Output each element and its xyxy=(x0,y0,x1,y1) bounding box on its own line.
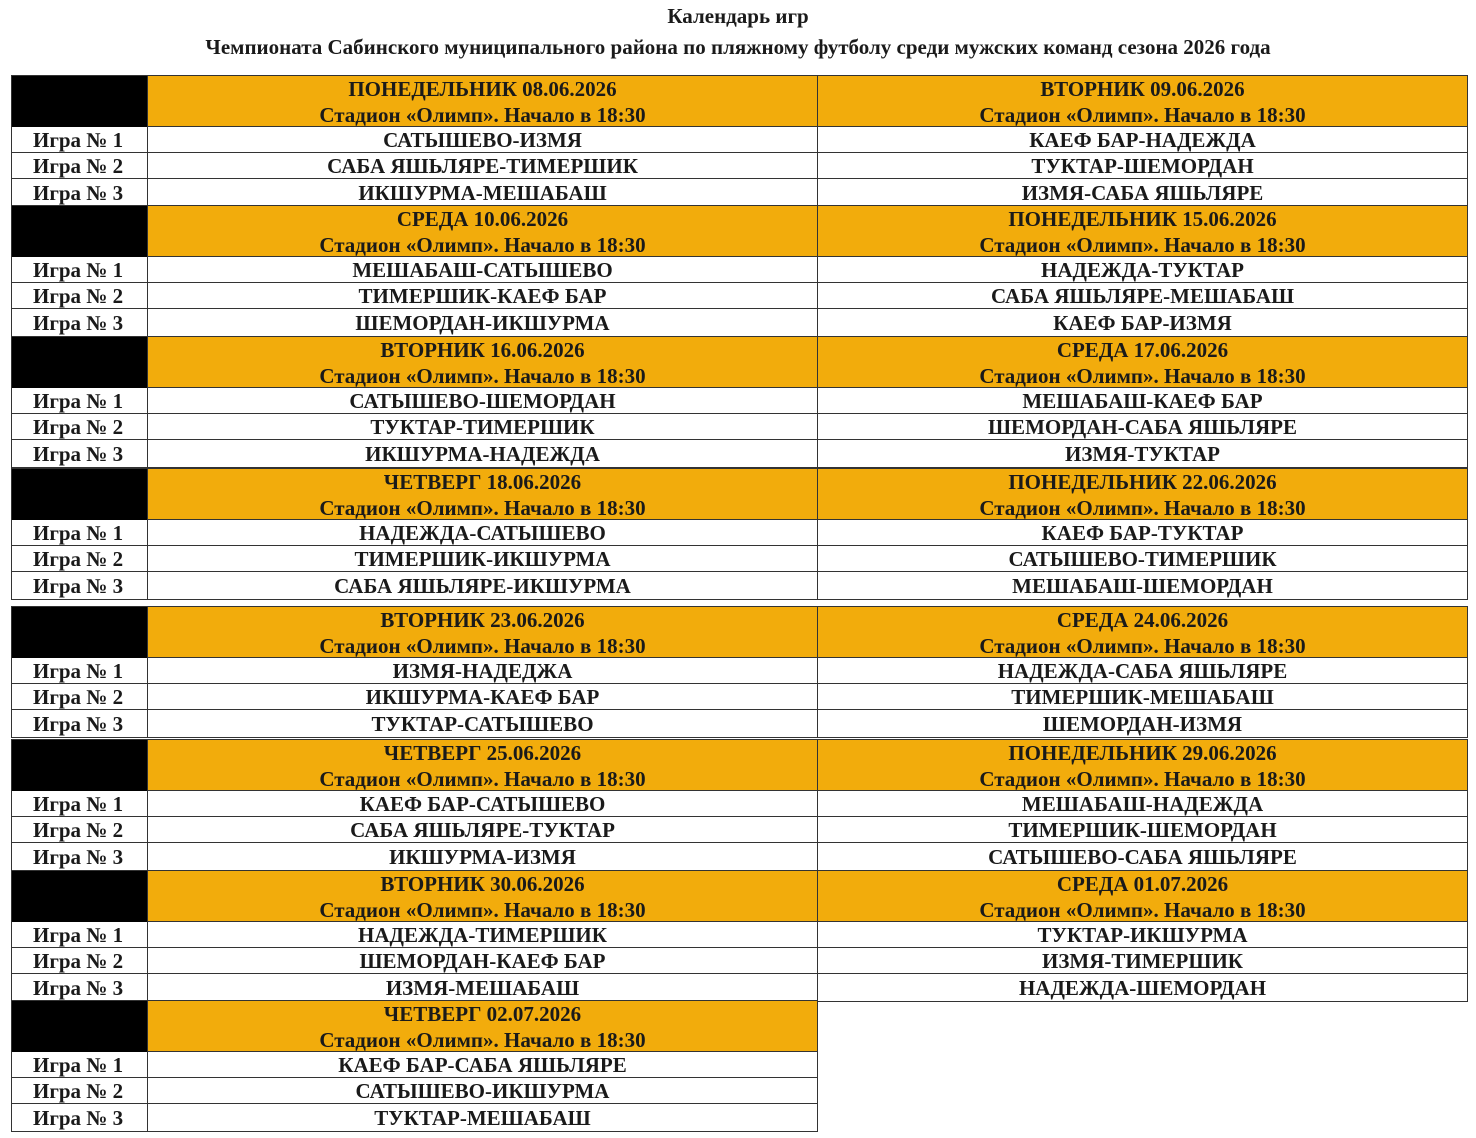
match-cell: САТЫШЕВО-ИЗМЯ xyxy=(148,127,818,153)
header-label-block xyxy=(11,75,148,127)
match-cell: ШЕМОРДАН-САБА ЯШЬЛЯРЕ xyxy=(818,414,1468,440)
day-header xyxy=(148,739,818,791)
match-cell: ИКШУРМА-КАЕФ БАР xyxy=(148,684,818,710)
match-cell: ШЕМОРДАН-ИЗМЯ xyxy=(818,710,1468,738)
day-header xyxy=(818,336,1468,388)
day-header xyxy=(148,870,818,922)
match-cell: ТУКТАР-ИКШУРМА xyxy=(818,922,1468,948)
day-date: ПОНЕДЕЛЬНИК 08.06.2026 xyxy=(348,77,617,101)
game-number-label: Игра № 2 xyxy=(11,546,148,572)
game-number-label: Игра № 2 xyxy=(11,153,148,179)
venue-time: Стадион «Олимп». Начало в 18:30 xyxy=(319,634,646,658)
day-header xyxy=(148,75,818,127)
match-cell: МЕШАБАШ-НАДЕЖДА xyxy=(818,791,1468,817)
day-header xyxy=(148,1000,818,1052)
venue-time: Стадион «Олимп». Начало в 18:30 xyxy=(319,233,646,257)
day-header xyxy=(148,336,818,388)
championship-subtitle: Чемпионата Сабинского муниципального района по пляжному футболу среди мужских команд сезона 2026 года xyxy=(205,35,1271,59)
match-cell: САБА ЯШЬЛЯРЕ-ТУКТАР xyxy=(148,817,818,843)
game-number-label: Игра № 2 xyxy=(11,684,148,710)
header-label-block xyxy=(11,336,148,388)
venue-time: Стадион «Олимп». Начало в 18:30 xyxy=(319,103,646,127)
game-number-label: Игра № 1 xyxy=(11,791,148,817)
venue-time: Стадион «Олимп». Начало в 18:30 xyxy=(319,364,646,388)
match-cell: ИКШУРМА-НАДЕЖДА xyxy=(148,440,818,468)
match-cell: ИЗМЯ-ТИМЕРШИК xyxy=(818,948,1468,974)
game-number-label: Игра № 2 xyxy=(11,817,148,843)
day-date: ВТОРНИК 23.06.2026 xyxy=(380,608,585,632)
game-number-label: Игра № 1 xyxy=(11,127,148,153)
match-cell: САТЫШЕВО-ШЕМОРДАН xyxy=(148,388,818,414)
match-cell: ШЕМОРДАН-ИКШУРМА xyxy=(148,309,818,337)
day-date: СРЕДА 10.06.2026 xyxy=(396,207,569,231)
game-number-label: Игра № 3 xyxy=(11,572,148,600)
match-cell: ШЕМОРДАН-КАЕФ БАР xyxy=(148,948,818,974)
day-date: ЧЕТВЕРГ 18.06.2026 xyxy=(383,470,582,494)
day-date: ВТОРНИК 16.06.2026 xyxy=(380,338,585,362)
match-cell: НАДЕЖДА-САТЫШЕВО xyxy=(148,520,818,546)
day-header xyxy=(818,870,1468,922)
match-cell: КАЕФ БАР-ИЗМЯ xyxy=(818,309,1468,337)
game-number-label: Игра № 2 xyxy=(11,283,148,309)
game-number-label: Игра № 1 xyxy=(11,658,148,684)
match-cell: МЕШАБАШ-КАЕФ БАР xyxy=(818,388,1468,414)
match-cell: НАДЕЖДА-ТУКТАР xyxy=(818,257,1468,283)
match-cell: САТЫШЕВО-ИКШУРМА xyxy=(148,1078,818,1104)
day-date: ПОНЕДЕЛЬНИК 22.06.2026 xyxy=(1008,470,1277,494)
day-date: СРЕДА 24.06.2026 xyxy=(1056,608,1229,632)
day-header xyxy=(818,739,1468,791)
game-number-label: Игра № 1 xyxy=(11,1052,148,1078)
match-cell: КАЕФ БАР-ТУКТАР xyxy=(818,520,1468,546)
match-cell: ТИМЕРШИК-ИКШУРМА xyxy=(148,546,818,572)
game-number-label: Игра № 3 xyxy=(11,1104,148,1132)
venue-time: Стадион «Олимп». Начало в 18:30 xyxy=(979,496,1306,520)
match-cell: НАДЕЖДА-ШЕМОРДАН xyxy=(818,974,1468,1002)
day-date: ВТОРНИК 30.06.2026 xyxy=(380,872,585,896)
match-cell: САБА ЯШЬЛЯРЕ-ТИМЕРШИК xyxy=(148,153,818,179)
venue-time: Стадион «Олимп». Начало в 18:30 xyxy=(979,103,1306,127)
game-number-label: Игра № 3 xyxy=(11,440,148,468)
match-cell: ИЗМЯ-САБА ЯШЬЛЯРЕ xyxy=(818,179,1468,207)
header-label-block xyxy=(11,606,148,658)
venue-time: Стадион «Олимп». Начало в 18:30 xyxy=(319,1028,646,1052)
header-label-block xyxy=(11,739,148,791)
match-cell: ТУКТАР-САТЫШЕВО xyxy=(148,710,818,738)
match-cell: ИЗМЯ-МЕШАБАШ xyxy=(148,974,818,1002)
match-cell: НАДЕЖДА-САБА ЯШЬЛЯРЕ xyxy=(818,658,1468,684)
match-cell: САТЫШЕВО-САБА ЯШЬЛЯРЕ xyxy=(818,843,1468,871)
header-label-block xyxy=(11,205,148,257)
venue-time: Стадион «Олимп». Начало в 18:30 xyxy=(319,898,646,922)
game-number-label: Игра № 1 xyxy=(11,388,148,414)
game-number-label: Игра № 3 xyxy=(11,843,148,871)
day-date: ЧЕТВЕРГ 02.07.2026 xyxy=(383,1002,582,1026)
match-cell: ИКШУРМА-МЕШАБАШ xyxy=(148,179,818,207)
game-number-label: Игра № 2 xyxy=(11,414,148,440)
venue-time: Стадион «Олимп». Начало в 18:30 xyxy=(979,364,1306,388)
match-cell: ИЗМЯ-ТУКТАР xyxy=(818,440,1468,468)
venue-time: Стадион «Олимп». Начало в 18:30 xyxy=(319,496,646,520)
header-label-block xyxy=(11,468,148,520)
day-header xyxy=(818,468,1468,520)
game-number-label: Игра № 1 xyxy=(11,922,148,948)
match-cell: САБА ЯШЬЛЯРЕ-ИКШУРМА xyxy=(148,572,818,600)
venue-time: Стадион «Олимп». Начало в 18:30 xyxy=(979,233,1306,257)
day-header xyxy=(818,75,1468,127)
venue-time: Стадион «Олимп». Начало в 18:30 xyxy=(979,767,1306,791)
day-date: ЧЕТВЕРГ 25.06.2026 xyxy=(383,741,582,765)
header-label-block xyxy=(11,870,148,922)
day-date: ПОНЕДЕЛЬНИК 29.06.2026 xyxy=(1008,741,1277,765)
match-cell: ТИМЕРШИК-КАЕФ БАР xyxy=(148,283,818,309)
day-header xyxy=(148,205,818,257)
venue-time: Стадион «Олимп». Начало в 18:30 xyxy=(319,767,646,791)
match-cell: ТИМЕРШИК-МЕШАБАШ xyxy=(818,684,1468,710)
match-cell: ТУКТАР-ШЕМОРДАН xyxy=(818,153,1468,179)
day-header xyxy=(818,205,1468,257)
day-header xyxy=(148,606,818,658)
match-cell: ТУКТАР-МЕШАБАШ xyxy=(148,1104,818,1132)
game-number-label: Игра № 3 xyxy=(11,710,148,738)
match-cell: КАЕФ БАР-НАДЕЖДА xyxy=(818,127,1468,153)
game-number-label: Игра № 3 xyxy=(11,309,148,337)
match-cell: САТЫШЕВО-ТИМЕРШИК xyxy=(818,546,1468,572)
match-cell: ИКШУРМА-ИЗМЯ xyxy=(148,843,818,871)
match-cell: КАЕФ БАР-САБА ЯШЬЛЯРЕ xyxy=(148,1052,818,1078)
match-cell: САБА ЯШЬЛЯРЕ-МЕШАБАШ xyxy=(818,283,1468,309)
day-date: СРЕДА 01.07.2026 xyxy=(1056,872,1229,896)
calendar-title: Календарь игр xyxy=(667,4,809,28)
game-number-label: Игра № 2 xyxy=(11,948,148,974)
match-cell: МЕШАБАШ-САТЫШЕВО xyxy=(148,257,818,283)
match-cell: ТИМЕРШИК-ШЕМОРДАН xyxy=(818,817,1468,843)
match-cell: НАДЕЖДА-ТИМЕРШИК xyxy=(148,922,818,948)
match-cell: ТУКТАР-ТИМЕРШИК xyxy=(148,414,818,440)
match-cell: КАЕФ БАР-САТЫШЕВО xyxy=(148,791,818,817)
day-header xyxy=(818,606,1468,658)
match-cell: МЕШАБАШ-ШЕМОРДАН xyxy=(818,572,1468,600)
venue-time: Стадион «Олимп». Начало в 18:30 xyxy=(979,898,1306,922)
venue-time: Стадион «Олимп». Начало в 18:30 xyxy=(979,634,1306,658)
day-date: СРЕДА 17.06.2026 xyxy=(1056,338,1229,362)
header-label-block xyxy=(11,1000,148,1052)
day-header xyxy=(148,468,818,520)
game-number-label: Игра № 1 xyxy=(11,520,148,546)
game-number-label: Игра № 3 xyxy=(11,179,148,207)
day-date: ПОНЕДЕЛЬНИК 15.06.2026 xyxy=(1008,207,1277,231)
match-cell: ИЗМЯ-НАДЕДЖА xyxy=(148,658,818,684)
day-date: ВТОРНИК 09.06.2026 xyxy=(1040,77,1245,101)
game-number-label: Игра № 1 xyxy=(11,257,148,283)
game-number-label: Игра № 3 xyxy=(11,974,148,1002)
game-number-label: Игра № 2 xyxy=(11,1078,148,1104)
